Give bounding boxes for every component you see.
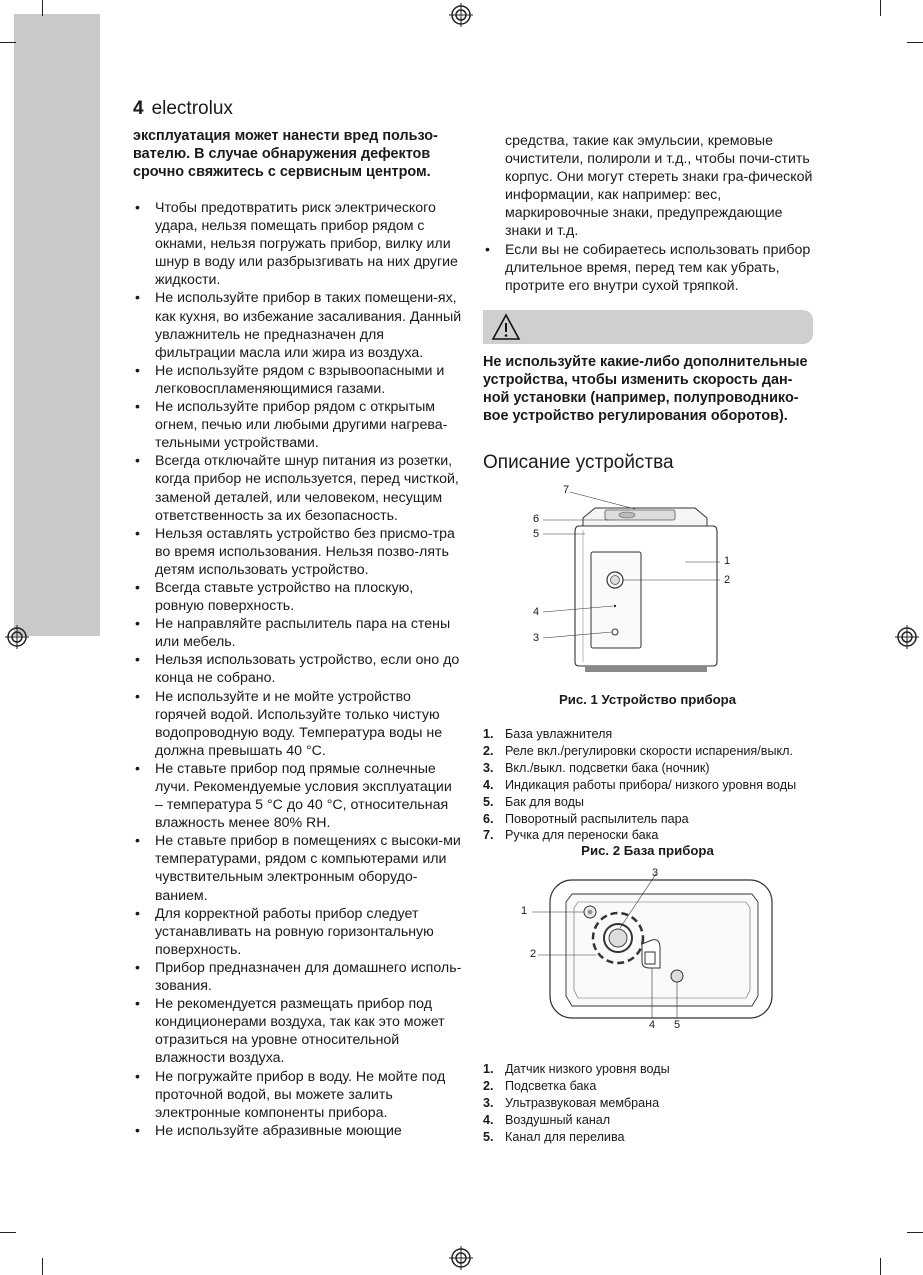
continued-text: средства, такие как эмульсии, кремовые очистители, полироли и т.д., чтобы почи-стить корпус. Они могут стереть знаки гра-фической информации, как например: вес, маркировочные знаки, предупреждающие знаки и т.д. <box>505 133 813 240</box>
crop-mark <box>42 0 43 16</box>
safety-bullet-list <box>133 199 463 1140</box>
list-item: 3. Ультразвуковая мембрана <box>483 1095 660 1110</box>
list-item: • Всегда ставьте устройство на плоскую, ровную поверхность. <box>133 579 463 615</box>
list-item: • Не погружайте прибор в воду. Не мойте под проточной водой, вы можете залить электронные компоненты прибора. <box>133 1068 463 1122</box>
list-item: • Не рекомендуется размещать прибор под кондиционерами воздуха, так как это может отразиться на уровне относительной влажности воздуха. <box>133 995 463 1067</box>
right-column <box>483 132 813 295</box>
crop-mark <box>0 42 16 43</box>
fig2-callout: 2 <box>530 948 537 960</box>
fig2-parts-list <box>483 1061 670 1146</box>
warning-text: Не используйте какие-либо дополнительные устройства, чтобы изменить скорость дан-ной установки (например, полупроводнико-вое устройство регулирования оборотов). <box>483 354 808 424</box>
list-item: • Для корректной работы прибор следует устанавливать на ровную горизонтальную поверхность. <box>133 905 463 959</box>
list-item: 5. Бак для воды <box>483 794 584 809</box>
warning-block <box>483 353 818 425</box>
list-item: 2. Реле вкл./регулировки скорости испарения/выкл. <box>483 743 793 758</box>
registration-mark-icon <box>449 1246 473 1270</box>
fig1-callout: 1 <box>724 555 731 567</box>
list-item: 4. Индикация работы прибора/ низкого уровня воды <box>483 777 797 792</box>
intro-warning-text: эксплуатация может нанести вред пользо-вателю. В случае обнаружения дефектов срочно свяжитесь с сервисным центром. <box>133 128 438 180</box>
fig1-callout: 6 <box>533 513 540 525</box>
storage-bullet-list <box>483 241 813 295</box>
crop-mark <box>907 42 923 43</box>
fig2-callout: 3 <box>652 867 659 879</box>
registration-mark-icon <box>449 3 473 27</box>
fig1-callout: 4 <box>533 606 540 618</box>
list-item: • Не ставьте прибор под прямые солнечные лучи. Рекомендуемые условия эксплуатации – температура 5 °С до 40 °С, относительная влажность менее 80% RH. <box>133 760 463 832</box>
brand-name: electrolux <box>151 98 233 119</box>
list-item: • Не направляйте распылитель пара на стены или мебель. <box>133 615 463 651</box>
fig1-callout: 7 <box>563 484 570 496</box>
fig1-callout: 5 <box>533 528 540 540</box>
fig2-callout: 5 <box>674 1019 681 1031</box>
registration-mark-icon <box>5 625 29 649</box>
humidifier-illustration <box>525 482 745 674</box>
registration-mark-icon <box>895 625 919 649</box>
base-illustration <box>520 862 780 1034</box>
list-item: • Не используйте прибор рядом с открытым огнем, печью или любыми другими нагрева-тельными устройствами. <box>133 398 463 452</box>
list-item: • Не ставьте прибор в помещениях с высоки-ми температурами, рядом с компьютерами или чувствительным электронным оборудо-ванием. <box>133 832 463 904</box>
list-item: 4. Воздушный канал <box>483 1112 611 1127</box>
section-title: Описание устройства <box>483 452 674 473</box>
list-item: 3. Вкл./выкл. подсветки бака (ночник) <box>483 760 710 775</box>
warning-triangle-icon <box>491 313 521 341</box>
list-item: • Прибор предназначен для домашнего исполь-зования. <box>133 959 463 995</box>
list-item: • Чтобы предотвратить риск электрического удара, нельзя помещать прибор рядом с окнами, нельзя погружать прибор, вилку или шнур в воду или разбрызгивать на них другие жидкости. <box>133 199 463 289</box>
fig1-parts-list <box>483 726 796 844</box>
fig2-callout: 1 <box>521 905 528 917</box>
warning-bar <box>483 310 813 344</box>
crop-mark <box>907 1232 923 1233</box>
fig1-callout: 2 <box>724 574 731 586</box>
list-item: • Всегда отключайте шнур питания из розетки, когда прибор не используется, перед чисткой, заменой деталей, или человеком, несущим ответственность за их безопасность. <box>133 452 463 524</box>
list-item: • Не используйте рядом с взрывоопасными и легковоспламеняющимися газами. <box>133 362 463 398</box>
side-tab-bar <box>14 14 100 636</box>
list-item: 6. Поворотный распылитель пара <box>483 811 689 826</box>
fig2-caption: Рис. 2 База прибора <box>581 843 714 858</box>
list-item: • Если вы не собираетесь использовать прибор длительное время, перед тем как убрать, протрите его внутри сухой тряпкой. <box>483 241 813 295</box>
fig1-callout: 3 <box>533 632 540 644</box>
list-item: • Не используйте абразивные моющие <box>133 1122 463 1140</box>
list-item: • Не используйте прибор в таких помещени-ях, как кухня, во избежание засаливания. Данный увлажнитель не предназначен для фильтрации масла или жира из воздуха. <box>133 289 463 361</box>
crop-mark <box>880 1258 881 1275</box>
list-item: 7. Ручка для переноски бака <box>483 828 659 843</box>
crop-mark <box>0 1232 16 1233</box>
fig2-callout: 4 <box>649 1019 656 1031</box>
crop-mark <box>880 0 881 16</box>
list-item: • Не используйте и не мойте устройство горячей водой. Используйте только чистую водопроводную воду. Температура воды не должна превышать 40 °С. <box>133 688 463 760</box>
list-item: • Нельзя оставлять устройство без присмо-тра во время использования. Нельзя позво-лять детям использовать устройство. <box>133 525 463 579</box>
list-item: 1. Датчик низкого уровня воды <box>483 1062 670 1076</box>
page-header <box>133 98 233 120</box>
list-item: 1. База увлажнителя <box>483 727 613 741</box>
crop-mark <box>42 1258 43 1275</box>
list-item: 5. Канал для перелива <box>483 1129 625 1144</box>
left-column <box>133 127 463 1140</box>
list-item: • Нельзя использовать устройство, если оно до конца не собрано. <box>133 651 463 687</box>
page-number: 4 <box>133 98 144 119</box>
fig1-caption: Рис. 1 Устройство прибора <box>558 692 737 707</box>
list-item: 2. Подсветка бака <box>483 1078 597 1093</box>
